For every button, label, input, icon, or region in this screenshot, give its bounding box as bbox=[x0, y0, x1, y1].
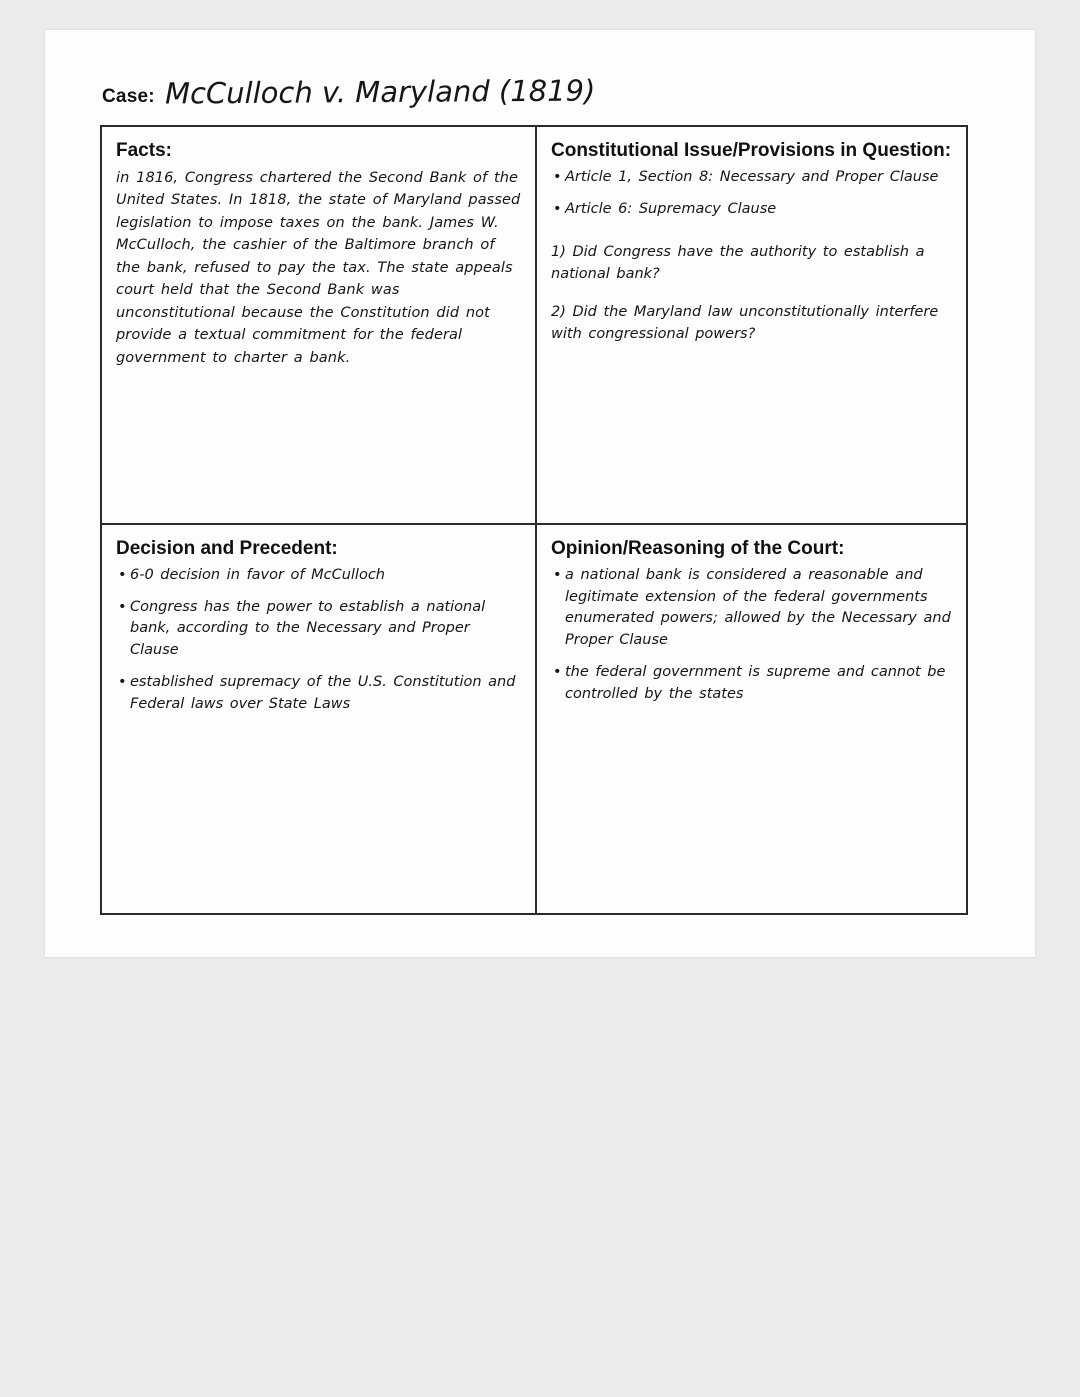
decision-precedent-cell bbox=[102, 525, 537, 913]
issue-questions-list bbox=[551, 242, 952, 345]
list-item: • Article 1, Section 8: Necessary and Proper Clause bbox=[551, 167, 952, 189]
list-item: 2) Did the Maryland law unconstitutionally interfere with congressional powers? bbox=[551, 303, 939, 342]
constitutional-issue-heading: Constitutional Issue/Provisions in Question: bbox=[551, 140, 952, 161]
facts-handwritten-text: in 1816, Congress chartered the Second Bank of the United States. In 1818, the state of Maryland passed legislation to impose taxes on the bank. James W. McCulloch, the cashier of the Baltimore branch of the bank, refused to pay the tax. The state appeals court held that the Second Bank was unconstitutional because the Constitution did not provide a textual commitment for the federal government to charter a bank. bbox=[116, 169, 521, 366]
opinion-list bbox=[551, 565, 952, 706]
case-brief-grid bbox=[100, 125, 968, 915]
case-title-line bbox=[102, 73, 596, 111]
opinion-reasoning-cell bbox=[537, 525, 966, 913]
constitutional-issue-cell bbox=[537, 127, 966, 525]
case-title-handwritten: McCulloch v. Maryland (1819) bbox=[164, 73, 596, 111]
list-item: • 6-0 decision in favor of McCulloch bbox=[116, 565, 521, 587]
facts-heading: Facts: bbox=[116, 140, 172, 161]
issue-provisions-list bbox=[551, 167, 952, 221]
list-item: • Congress has the power to establish a national bank, according to the Necessary and Proper Clause bbox=[116, 597, 521, 662]
list-item: • established supremacy of the U.S. Constitution and Federal laws over State Laws bbox=[116, 672, 521, 716]
facts-cell bbox=[102, 127, 537, 525]
list-item: • the federal government is supreme and cannot be controlled by the states bbox=[551, 662, 952, 706]
list-item: 1) Did Congress have the authority to establish a national bank? bbox=[551, 244, 925, 282]
opinion-reasoning-heading: Opinion/Reasoning of the Court: bbox=[551, 538, 845, 559]
worksheet-sheet bbox=[45, 30, 1035, 957]
decision-precedent-heading: Decision and Precedent: bbox=[116, 538, 338, 559]
list-item: • a national bank is considered a reasonable and legitimate extension of the federal governments enumerated powers; allowed by the Necessary and Proper Clause bbox=[551, 565, 952, 652]
decision-list bbox=[116, 565, 521, 716]
case-label: Case: bbox=[102, 86, 155, 107]
list-item: • Article 6: Supremacy Clause bbox=[551, 199, 952, 221]
